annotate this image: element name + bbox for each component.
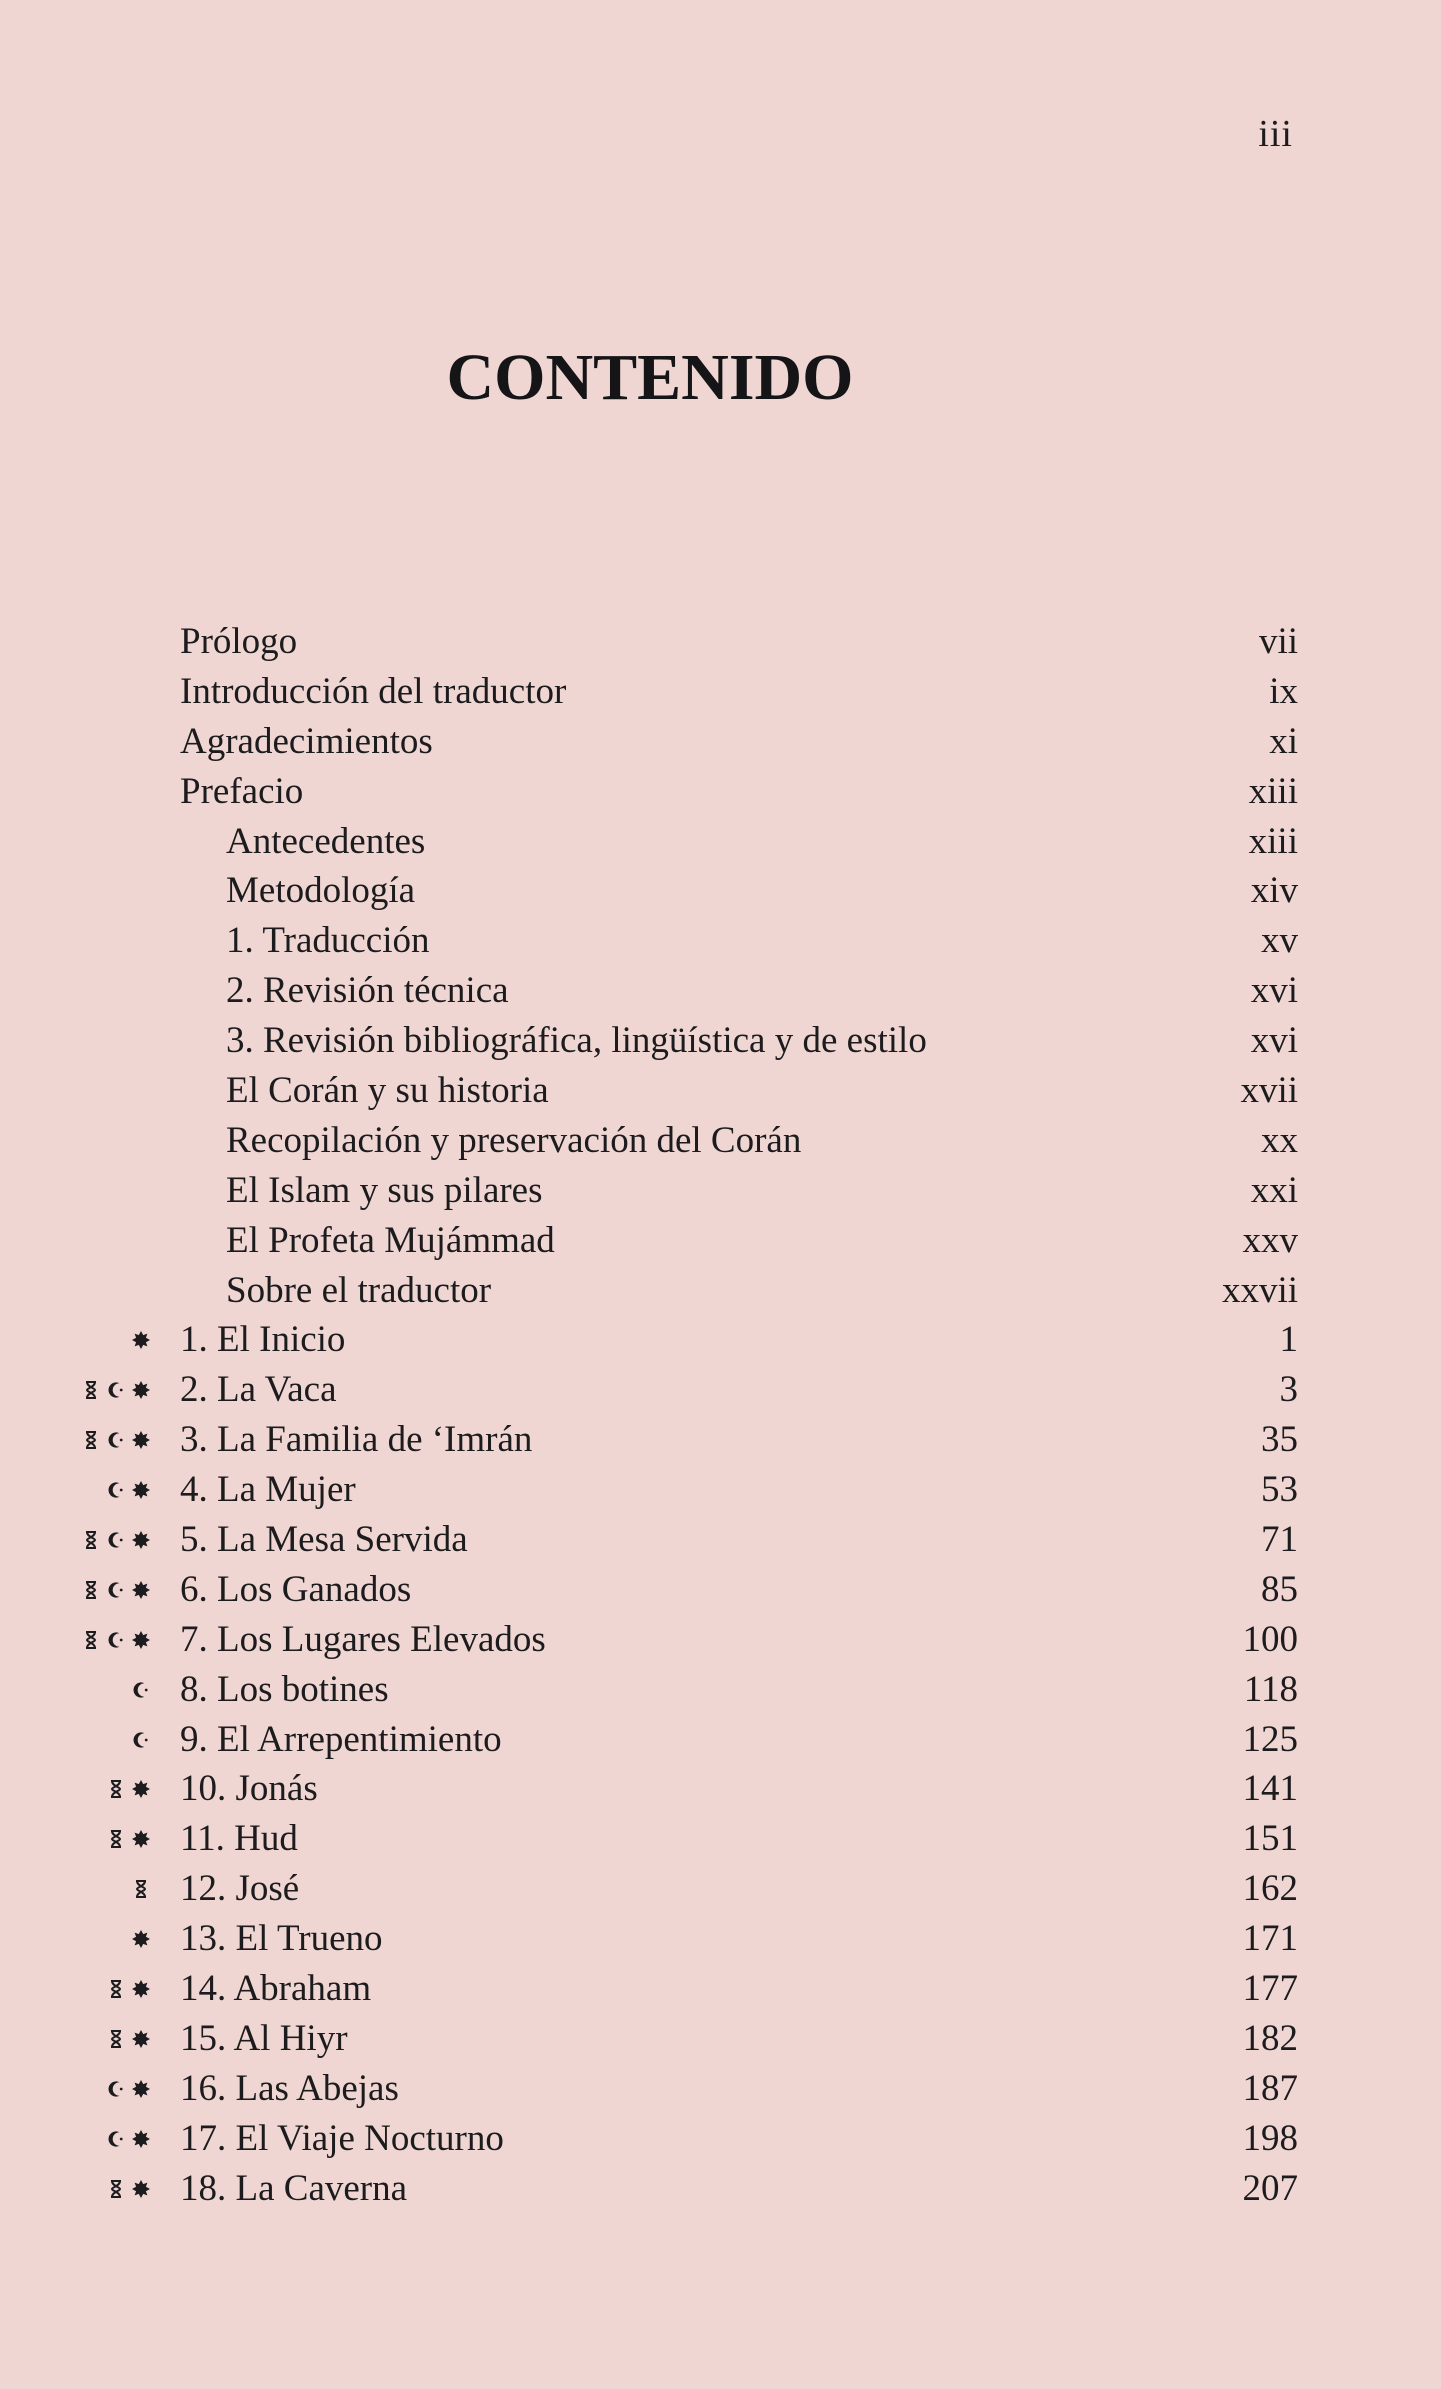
- hourglass-icon: [106, 2179, 126, 2199]
- entry-title: 2. Revisión técnica: [226, 970, 509, 1012]
- entry-page-number: 85: [1261, 1568, 1298, 1610]
- icon-group: [131, 1864, 151, 1914]
- entry-title: 12. José: [180, 1868, 300, 1910]
- toc-row: [0, 866, 1441, 916]
- entry-title: 9. El Arrepentimiento: [180, 1718, 502, 1760]
- entry-page-number: xvi: [1250, 970, 1298, 1012]
- chapter-row: [0, 1864, 1441, 1914]
- chapter-row: [0, 2114, 1441, 2164]
- chapter-row: [0, 1315, 1441, 1365]
- hourglass-icon: [106, 1979, 126, 1999]
- entry-page-number: xiv: [1250, 870, 1298, 912]
- crescent-icon: [131, 1680, 151, 1700]
- entry-page-number: xi: [1269, 720, 1298, 762]
- toc-row: [0, 916, 1441, 966]
- entry-title: 3. Revisión bibliográfica, lingüística y de estilo: [226, 1020, 927, 1062]
- star-icon: [131, 1979, 151, 1999]
- entry-title: 14. Abraham: [180, 1968, 372, 2010]
- entry-title: Prólogo: [180, 621, 298, 662]
- crescent-icon: [106, 1480, 126, 1500]
- star-icon: [131, 2029, 151, 2049]
- toc-row: [0, 1116, 1441, 1166]
- hourglass-icon: [81, 1380, 101, 1400]
- entry-title: El Profeta Mujámmad: [226, 1219, 555, 1261]
- entry-title: 2. La Vaca: [180, 1369, 337, 1411]
- entry-title: 16. Las Abejas: [180, 2067, 399, 2109]
- crescent-icon: [106, 2129, 126, 2149]
- entry-title: 6. Los Ganados: [180, 1568, 412, 1610]
- star-icon: [131, 1580, 151, 1600]
- entry-page-number: 141: [1242, 1768, 1298, 1810]
- hourglass-icon: [81, 1580, 101, 1600]
- entry-page-number: xxvii: [1221, 1269, 1298, 1311]
- toc-row: [0, 1166, 1441, 1216]
- entry-title: Sobre el traductor: [226, 1269, 492, 1311]
- entry-title: Introducción del traductor: [180, 670, 567, 712]
- entry-title: 10. Jonás: [180, 1768, 318, 1810]
- entry-title: El Islam y sus pilares: [226, 1169, 543, 1211]
- icon-group: [106, 1465, 151, 1515]
- entry-title: El Corán y su historia: [226, 1070, 549, 1112]
- entry-page-number: xiii: [1248, 770, 1298, 812]
- star-icon: [131, 1829, 151, 1849]
- entry-title: 4. La Mujer: [180, 1469, 356, 1511]
- entry-title: Agradecimientos: [180, 720, 433, 762]
- chapter-row: [0, 1415, 1441, 1465]
- star-icon: [131, 2129, 151, 2149]
- star-icon: [131, 1430, 151, 1450]
- icon-group: [106, 2064, 151, 2114]
- entry-page-number: 207: [1242, 2167, 1298, 2209]
- hourglass-icon: [106, 2029, 126, 2049]
- star-icon: [131, 1330, 151, 1350]
- entry-page-number: ix: [1269, 670, 1298, 712]
- entry-page-number: 177: [1242, 1968, 1298, 2010]
- star-icon: [131, 2179, 151, 2199]
- entry-title: 11. Hud: [180, 1818, 298, 1860]
- crescent-icon: [106, 1530, 126, 1550]
- hourglass-icon: [81, 1530, 101, 1550]
- entry-page-number: 125: [1242, 1718, 1298, 1760]
- icon-group: [106, 2114, 151, 2164]
- entry-title: Metodología: [226, 870, 416, 912]
- icon-group: [81, 1565, 151, 1615]
- entry-title: Recopilación y preservación del Corán: [226, 1119, 802, 1161]
- icon-group: [131, 1914, 151, 1964]
- crescent-icon: [106, 1580, 126, 1600]
- icon-group: [131, 1665, 151, 1715]
- icon-group: [106, 2164, 151, 2214]
- icon-group: [81, 1365, 151, 1415]
- chapter-row: [0, 1665, 1441, 1715]
- entry-page-number: 100: [1242, 1618, 1298, 1660]
- chapter-row: [0, 1565, 1441, 1615]
- chapter-row: [0, 2064, 1441, 2114]
- entry-page-number: 71: [1261, 1519, 1298, 1561]
- hourglass-icon: [106, 1829, 126, 1849]
- entry-page-number: 182: [1242, 2017, 1298, 2059]
- chapter-row: [0, 1515, 1441, 1565]
- crescent-icon: [106, 1380, 126, 1400]
- star-icon: [131, 1480, 151, 1500]
- toc-row: [0, 717, 1441, 767]
- entry-page-number: 3: [1279, 1369, 1298, 1411]
- entry-page-number: 171: [1242, 1918, 1298, 1960]
- icon-group: [106, 1964, 151, 2014]
- entry-page-number: 53: [1261, 1469, 1298, 1511]
- entry-title: 7. Los Lugares Elevados: [180, 1618, 546, 1660]
- entry-title: 17. El Viaje Nocturno: [180, 2117, 504, 2159]
- page-number: iii: [1258, 113, 1293, 155]
- entry-title: 13. El Trueno: [180, 1918, 383, 1960]
- crescent-icon: [131, 1730, 151, 1750]
- entry-title: Antecedentes: [226, 820, 426, 862]
- toc-row: [0, 767, 1441, 817]
- star-icon: [131, 1630, 151, 1650]
- chapter-row: [0, 1465, 1441, 1515]
- star-icon: [131, 1530, 151, 1550]
- entry-page-number: 198: [1242, 2117, 1298, 2159]
- icon-group: [81, 1615, 151, 1665]
- chapter-row: [0, 1615, 1441, 1665]
- toc-row: [0, 1066, 1441, 1116]
- toc-row: [0, 617, 1441, 667]
- icon-group: [106, 2014, 151, 2064]
- crescent-icon: [106, 1630, 126, 1650]
- entry-page-number: 162: [1242, 1868, 1298, 1910]
- icon-group: [106, 1764, 151, 1814]
- entry-page-number: xvii: [1240, 1070, 1298, 1112]
- toc-row: [0, 966, 1441, 1016]
- toc-row: [0, 1016, 1441, 1066]
- entry-title: 8. Los botines: [180, 1668, 389, 1710]
- chapter-row: [0, 1715, 1441, 1765]
- entry-page-number: xiii: [1248, 820, 1298, 862]
- chapter-row: [0, 2014, 1441, 2064]
- toc-row: [0, 667, 1441, 717]
- entry-title: 3. La Familia de ‘Imrán: [180, 1419, 533, 1461]
- entry-page-number: xvi: [1250, 1020, 1298, 1062]
- entry-page-number: xxi: [1250, 1169, 1298, 1211]
- chapter-row: [0, 1365, 1441, 1415]
- star-icon: [131, 1929, 151, 1949]
- icon-group: [131, 1715, 151, 1765]
- icon-group: [81, 1415, 151, 1465]
- crescent-icon: [106, 1430, 126, 1450]
- icon-group: [106, 1814, 151, 1864]
- crescent-icon: [106, 2079, 126, 2099]
- entry-title: 15. Al Hiyr: [180, 2017, 348, 2059]
- star-icon: [131, 2079, 151, 2099]
- chapter-row: [0, 1764, 1441, 1814]
- entry-page-number: vii: [1258, 621, 1298, 662]
- icon-group: [131, 1315, 151, 1365]
- entry-page-number: 35: [1261, 1419, 1298, 1461]
- hourglass-icon: [131, 1879, 151, 1899]
- entry-page-number: xv: [1261, 920, 1298, 962]
- table-of-contents: [0, 617, 1441, 2214]
- icon-group: [81, 1515, 151, 1565]
- toc-row: [0, 1216, 1441, 1266]
- page-title: CONTENIDO: [446, 341, 854, 414]
- chapter-row: [0, 2164, 1441, 2214]
- entry-title: 5. La Mesa Servida: [180, 1519, 468, 1561]
- chapter-row: [0, 1914, 1441, 1964]
- entry-title: 1. El Inicio: [180, 1319, 346, 1361]
- entry-page-number: 187: [1242, 2067, 1298, 2109]
- toc-row: [0, 1266, 1441, 1316]
- entry-page-number: 151: [1242, 1818, 1298, 1860]
- entry-page-number: 118: [1243, 1668, 1298, 1710]
- entry-title: 1. Traducción: [226, 920, 430, 962]
- entry-title: 18. La Caverna: [180, 2167, 408, 2209]
- entry-page-number: 1: [1279, 1319, 1298, 1361]
- star-icon: [131, 1380, 151, 1400]
- toc-row: [0, 817, 1441, 867]
- hourglass-icon: [81, 1630, 101, 1650]
- entry-page-number: xx: [1261, 1119, 1298, 1161]
- entry-page-number: xxv: [1242, 1219, 1298, 1261]
- star-icon: [131, 1779, 151, 1799]
- entry-title: Prefacio: [180, 770, 304, 812]
- chapter-row: [0, 1814, 1441, 1864]
- chapter-row: [0, 1964, 1441, 2014]
- hourglass-icon: [106, 1779, 126, 1799]
- hourglass-icon: [81, 1430, 101, 1450]
